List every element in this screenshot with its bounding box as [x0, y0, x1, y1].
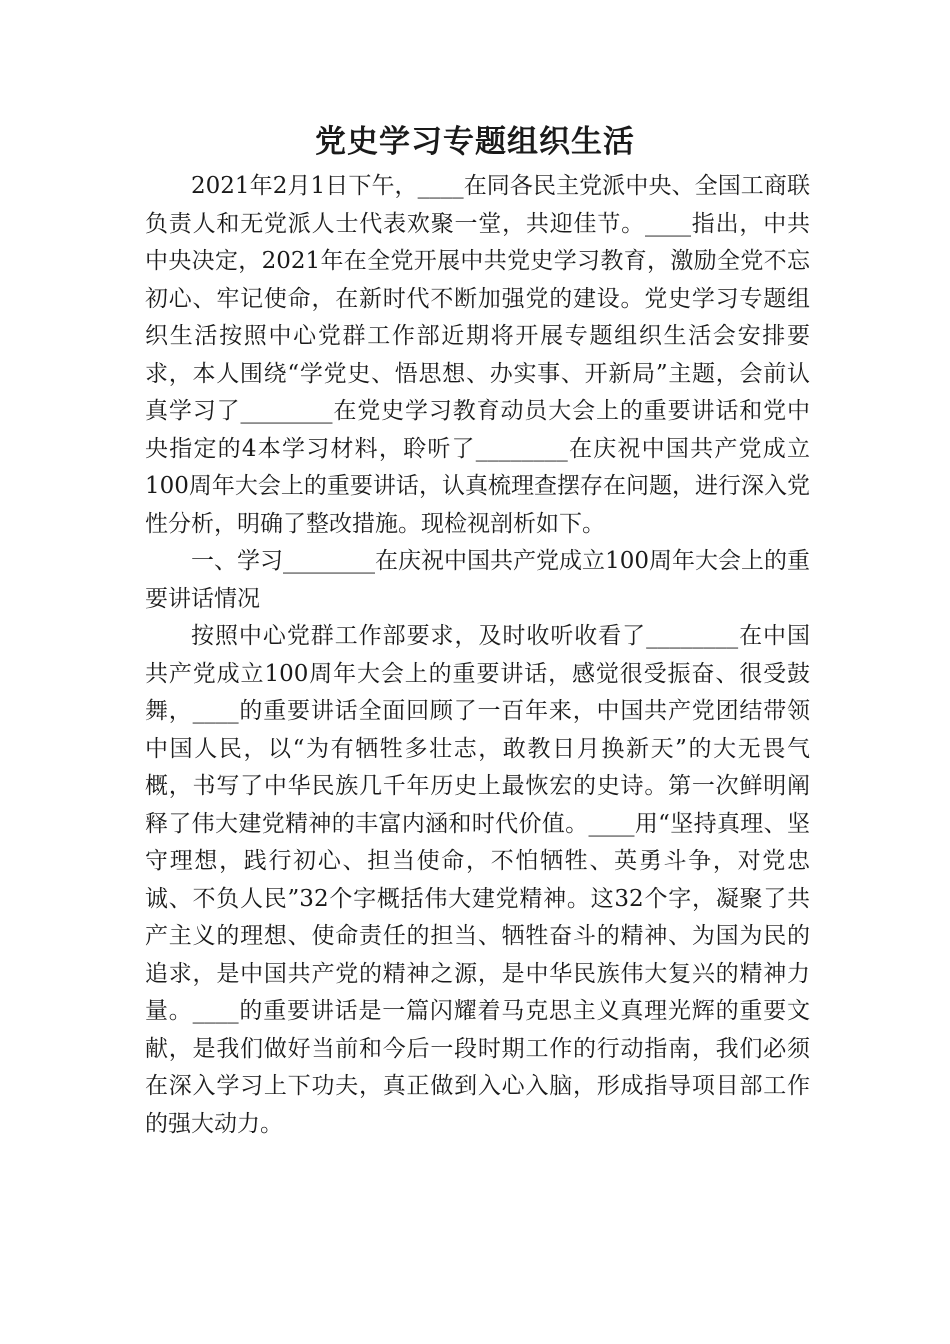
document-title: 党史学习专题组织生活 [315, 124, 635, 160]
section-heading-1: 一、学习________在庆祝中国共产党成立100周年大会上的重要讲话情况 [145, 548, 810, 612]
document-body [145, 168, 810, 1143]
paragraph-intro: 2021年2月1日下午，____在同各民主党派中央、全国工商联负责人和无党派人士代表欢聚一堂，共迎佳节。____指出，中共中央决定，2021年在全党开展中共党史学习教育，激励全党不忘初心、牢记使命，在新时代不断加强党的建设。党史学习专题组织生活按照中心党群工作部近期将开展专题组织生活会安排要求，本人围绕“学党史、悟思想、办实事、开新局”主题，会前认真学习了________在党史学习教育动员大会上的重要讲话和党中央指定的4本学习材料，聆听了________在庆祝中国共产党成立100周年大会上的重要讲话，认真梳理查摆存在问题，进行深入党性分析，明确了整改措施。现检视剖析如下。 [145, 173, 810, 537]
paragraph-section-1: 按照中心党群工作部要求，及时收听收看了________在中国共产党成立100周年大会上的重要讲话，感觉很受振奋、很受鼓舞，____的重要讲话全面回顾了一百年来，中国共产党团结带领中国人民，以“为有牺牲多壮志，敢教日月换新天”的大无畏气概，书写了中华民族几千年历史上最恢宏的史诗。第一次鲜明阐释了伟大建党精神的丰富内涵和时代价值。____用“坚持真理、坚守理想，践行初心、担当使命，不怕牺牲、英勇斗争，对党忠诚、不负人民”32个字概括伟大建党精神。这32个字，凝聚了共产主义的理想、使命责任的担当、牺牲奋斗的精神、为国为民的追求，是中国共产党的精神之源，是中华民族伟大复兴的精神力量。____的重要讲话是一篇闪耀着马克思主义真理光辉的重要文献，是我们做好当前和今后一段时期工作的行动指南，我们必须在深入学习上下功夫，真正做到入心入脑，形成指导项目部工作的强大动力。 [145, 623, 810, 1137]
